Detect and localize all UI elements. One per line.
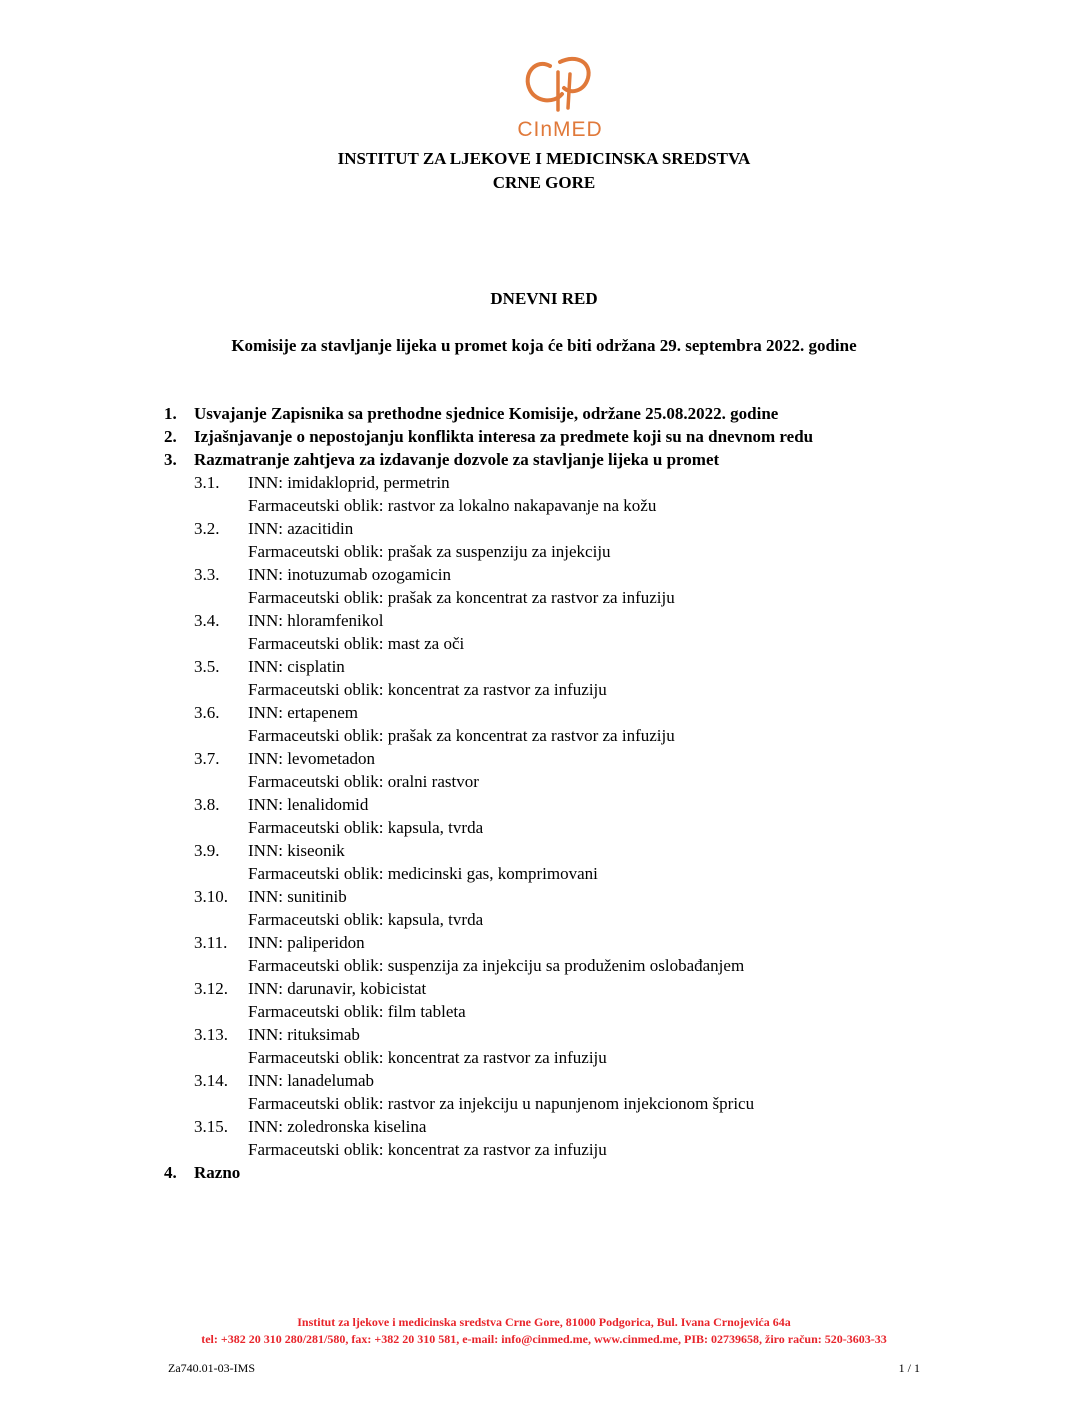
subitem-form: Farmaceutski oblik: koncentrat za rastvor za infuziju (248, 1048, 607, 1067)
agenda-subitem-3-4 (0, 609, 1088, 655)
subitem-inn: INN: azacitidin (248, 519, 354, 538)
agenda-subitem-3-10 (0, 885, 1088, 931)
subitem-inn: INN: levometadon (248, 749, 375, 768)
agenda-item-2 (0, 425, 1088, 448)
subitem-number: 3.4. (194, 611, 220, 630)
subitem-form: Farmaceutski oblik: kapsula, tvrda (248, 818, 484, 837)
subitem-inn: INN: kiseonik (248, 841, 345, 860)
agenda-subitem-3-2 (0, 517, 1088, 563)
agenda-item-text: Usvajanje Zapisnika sa prethodne sjednice Komisije, održane 25.08.2022. godine (194, 404, 779, 423)
page-number: 1 / 1 (898, 1361, 920, 1375)
subitem-form: Farmaceutski oblik: suspenzija za injekciju sa produženim oslobađanjem (248, 956, 745, 975)
subitem-number: 3.1. (194, 473, 220, 492)
subitem-number: 3.9. (194, 841, 220, 860)
cinmed-logo-mark-icon (510, 52, 610, 118)
logo-text: CInMED (517, 118, 603, 141)
agenda-subitem-3-7 (0, 747, 1088, 793)
subitem-form: Farmaceutski oblik: kapsula, tvrda (248, 910, 484, 929)
subitem-number: 3.12. (194, 979, 228, 998)
agenda-subitem-3-1 (0, 471, 1088, 517)
agenda-item-text: Izjašnjavanje o nepostojanju konflikta interesa za predmete koji su na dnevnom redu (194, 427, 814, 446)
subitem-inn: INN: imidakloprid, permetrin (248, 473, 450, 492)
subitem-form: Farmaceutski oblik: rastvor za injekciju u napunjenom injekcionom špricu (248, 1094, 755, 1113)
subitem-inn: INN: lenalidomid (248, 795, 369, 814)
subitem-form: Farmaceutski oblik: rastvor za lokalno nakapavanje na kožu (248, 496, 657, 515)
subitem-number: 3.2. (194, 519, 220, 538)
footer-contact-block (0, 1314, 1088, 1348)
subitem-form: Farmaceutski oblik: prašak za koncentrat za rastvor za infuziju (248, 588, 675, 607)
subitem-inn: INN: darunavir, kobicistat (248, 979, 427, 998)
subitem-inn: INN: inotuzumab ozogamicin (248, 565, 452, 584)
agenda-item-1 (0, 402, 1088, 425)
subitem-inn: INN: rituksimab (248, 1025, 360, 1044)
institution-name-line1: INSTITUT ZA LJEKOVE I MEDICINSKA SREDSTVA (337, 149, 751, 168)
subitem-inn: INN: cisplatin (248, 657, 345, 676)
subitem-number: 3.14. (194, 1071, 228, 1090)
subitem-number: 3.7. (194, 749, 220, 768)
institution-name-line2: CRNE GORE (492, 173, 596, 192)
subitem-form: Farmaceutski oblik: koncentrat za rastvor za infuziju (248, 680, 607, 699)
agenda-item-3 (0, 448, 1088, 471)
agenda-item-text: Razno (194, 1163, 241, 1182)
agenda-subitem-3-5 (0, 655, 1088, 701)
agenda-subitem-3-12 (0, 977, 1088, 1023)
agenda-item-text: Razmatranje zahtjeva za izdavanje dozvole za stavljanje lijeka u promet (194, 450, 720, 469)
agenda-item-4 (0, 1161, 1088, 1184)
subitem-form: Farmaceutski oblik: koncentrat za rastvor za infuziju (248, 1140, 607, 1159)
subitem-form: Farmaceutski oblik: prašak za koncentrat za rastvor za infuziju (248, 726, 675, 745)
agenda-subitem-3-11 (0, 931, 1088, 977)
subitem-number: 3.13. (194, 1025, 228, 1044)
agenda-item-number: 2. (164, 427, 177, 446)
subitem-form: Farmaceutski oblik: mast za oči (248, 634, 465, 653)
subitem-number: 3.10. (194, 887, 228, 906)
subitem-form: Farmaceutski oblik: medicinski gas, komprimovani (248, 864, 598, 883)
agenda-subitem-3-8 (0, 793, 1088, 839)
agenda-item-number: 3. (164, 450, 177, 469)
subitem-number: 3.3. (194, 565, 220, 584)
agenda-item-number: 4. (164, 1163, 177, 1182)
subitem-form: Farmaceutski oblik: film tableta (248, 1002, 466, 1021)
agenda-subitem-3-9 (0, 839, 1088, 885)
subitem-number: 3.5. (194, 657, 220, 676)
document-title: DNEVNI RED (490, 289, 598, 308)
subitem-number: 3.8. (194, 795, 220, 814)
agenda-list (0, 402, 1088, 1184)
footer-address: Institut za ljekove i medicinska sredstva Crne Gore, 81000 Podgorica, Bul. Ivana Crnojevića 64a (297, 1315, 791, 1329)
subitem-number: 3.6. (194, 703, 220, 722)
agenda-subitem-3-14 (0, 1069, 1088, 1115)
agenda-subitem-3-13 (0, 1023, 1088, 1069)
subitem-number: 3.11. (194, 933, 228, 952)
document-code: Za740.01-03-IMS (168, 1361, 255, 1375)
cinmed-logo (500, 52, 620, 144)
subitem-form: Farmaceutski oblik: oralni rastvor (248, 772, 479, 791)
agenda-item-number: 1. (164, 404, 177, 423)
subitem-inn: INN: zoledronska kiselina (248, 1117, 427, 1136)
subitem-form: Farmaceutski oblik: prašak za suspenziju za injekciju (248, 542, 611, 561)
document-subtitle: Komisije za stavljanje lijeka u promet koja će biti održana 29. septembra 2022. godine (231, 336, 857, 355)
agenda-subitem-3-3 (0, 563, 1088, 609)
agenda-subitem-3-6 (0, 701, 1088, 747)
subitem-number: 3.15. (194, 1117, 228, 1136)
subitem-inn: INN: lanadelumab (248, 1071, 375, 1090)
subitem-inn: INN: sunitinib (248, 887, 347, 906)
footer-contact: tel: +382 20 310 280/281/580, fax: +382 20 310 581, e-mail: info@cinmed.me, www.cinmed.me, PIB: 02739658, žiro račun: 520-3603-33 (201, 1332, 887, 1346)
subitem-inn: INN: paliperidon (248, 933, 365, 952)
agenda-subitem-3-15 (0, 1115, 1088, 1161)
subitem-inn: INN: hloramfenikol (248, 611, 384, 630)
subitem-inn: INN: ertapenem (248, 703, 358, 722)
